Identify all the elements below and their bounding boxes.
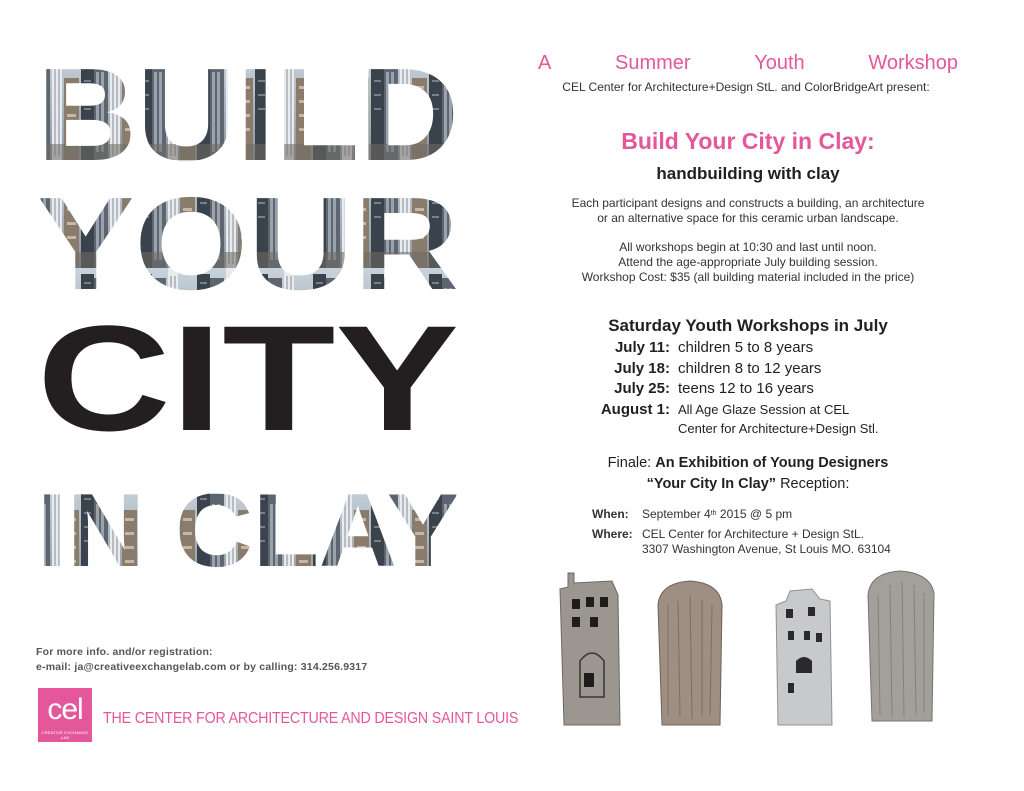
schedule-list <box>592 338 962 437</box>
schedule-desc: children 8 to 12 years <box>678 359 822 377</box>
clay-building-sculpture-icon <box>658 581 722 725</box>
finale-title: An Exhibition of Young Designers <box>655 455 889 471</box>
when-date: September 4 <box>642 507 711 521</box>
info-line: All workshops begin at 10:30 and last until noon. <box>619 240 877 254</box>
where-line-1: CEL Center for Architecture + Design StL. <box>642 526 864 541</box>
info-line: Workshop Cost: $35 (all building material included in the price) <box>581 270 915 284</box>
schedule-date: July 11: <box>614 339 670 356</box>
clay-building-sculpture-icon <box>560 573 620 725</box>
big-title <box>36 52 461 572</box>
when-date-rest: 2015 @ 5 pm <box>716 507 793 521</box>
finale-quote: “Your City In Clay” <box>646 476 777 492</box>
finale-suffix: Reception: <box>780 476 850 492</box>
schedule-date: July 18: <box>614 359 670 377</box>
headline-word: Youth <box>754 52 805 74</box>
clay-building-sculpture-icon <box>776 589 832 725</box>
title-in-clay: IN CLAY <box>37 473 459 572</box>
where-line-2: 3307 Washington Avenue, St Louis MO. 63104 <box>642 542 891 556</box>
workshop-info <box>528 240 968 285</box>
when-value <box>642 507 792 523</box>
title-city: CITY <box>37 294 459 462</box>
description-line: Each participant designs and constructs a building, an architecture <box>571 196 925 210</box>
schedule-desc: children 5 to 8 years <box>678 339 814 356</box>
schedule-desc: teens 12 to 16 years <box>678 380 814 397</box>
schedule-heading: Saturday Youth Workshops in July <box>608 316 888 335</box>
info-line: Attend the age-appropriate July building session. <box>618 255 878 269</box>
description <box>528 196 968 226</box>
schedule-item <box>592 379 962 400</box>
right-column <box>528 0 968 791</box>
clay-building-sculpture-icon <box>868 571 934 721</box>
finale <box>528 453 968 495</box>
schedule-desc-continued: Center for Architecture+Design Stl. <box>678 421 879 436</box>
schedule-desc: All Age Glaze Session at CEL <box>678 401 850 417</box>
cel-logo <box>38 688 92 742</box>
schedule-item <box>592 359 962 380</box>
presenters: CEL Center for Architecture+Design StL. and ColorBridgeArt present: <box>562 80 930 94</box>
event-details <box>592 507 972 562</box>
headline-word: A <box>538 52 552 74</box>
where-value <box>642 527 891 558</box>
schedule-item <box>592 400 962 421</box>
logo-text: cel <box>47 693 83 726</box>
headline-word: Workshop <box>868 52 958 74</box>
title-build: BUILD <box>37 52 460 188</box>
workshop-title: Build Your City in Clay: <box>621 128 875 154</box>
big-title-graphic <box>36 52 461 572</box>
when-label: When: <box>592 507 629 521</box>
headline <box>538 52 958 75</box>
where-row <box>592 527 972 558</box>
where-label: Where: <box>592 526 633 541</box>
schedule-date: August 1: <box>600 400 670 418</box>
workshop-subtitle: handbuilding with clay <box>656 164 840 183</box>
description-line: or an alternative space for this ceramic urban landscape. <box>597 211 899 225</box>
org-name: THE CENTER FOR ARCHITECTURE AND DESIGN SAINT LOUIS <box>103 710 519 727</box>
contact-line-2[interactable]: e-mail: ja@creativeexchangelab.com or by calling: 314.256.9317 <box>36 661 368 673</box>
when-date-sup: th <box>710 510 717 517</box>
schedule-item <box>592 338 962 359</box>
schedule-date: July 25: <box>614 380 670 397</box>
clay-sculptures-photo <box>550 565 970 730</box>
logo-subtext: CREATIVE EXCHANGE LAB <box>41 730 89 740</box>
when-row <box>592 507 972 523</box>
title-your: YOUR <box>37 170 459 317</box>
contact-info <box>36 645 486 675</box>
headline-word: Summer <box>615 52 691 74</box>
finale-prefix: Finale: <box>607 455 652 471</box>
contact-line-1: For more info. and/or registration: <box>36 646 213 658</box>
